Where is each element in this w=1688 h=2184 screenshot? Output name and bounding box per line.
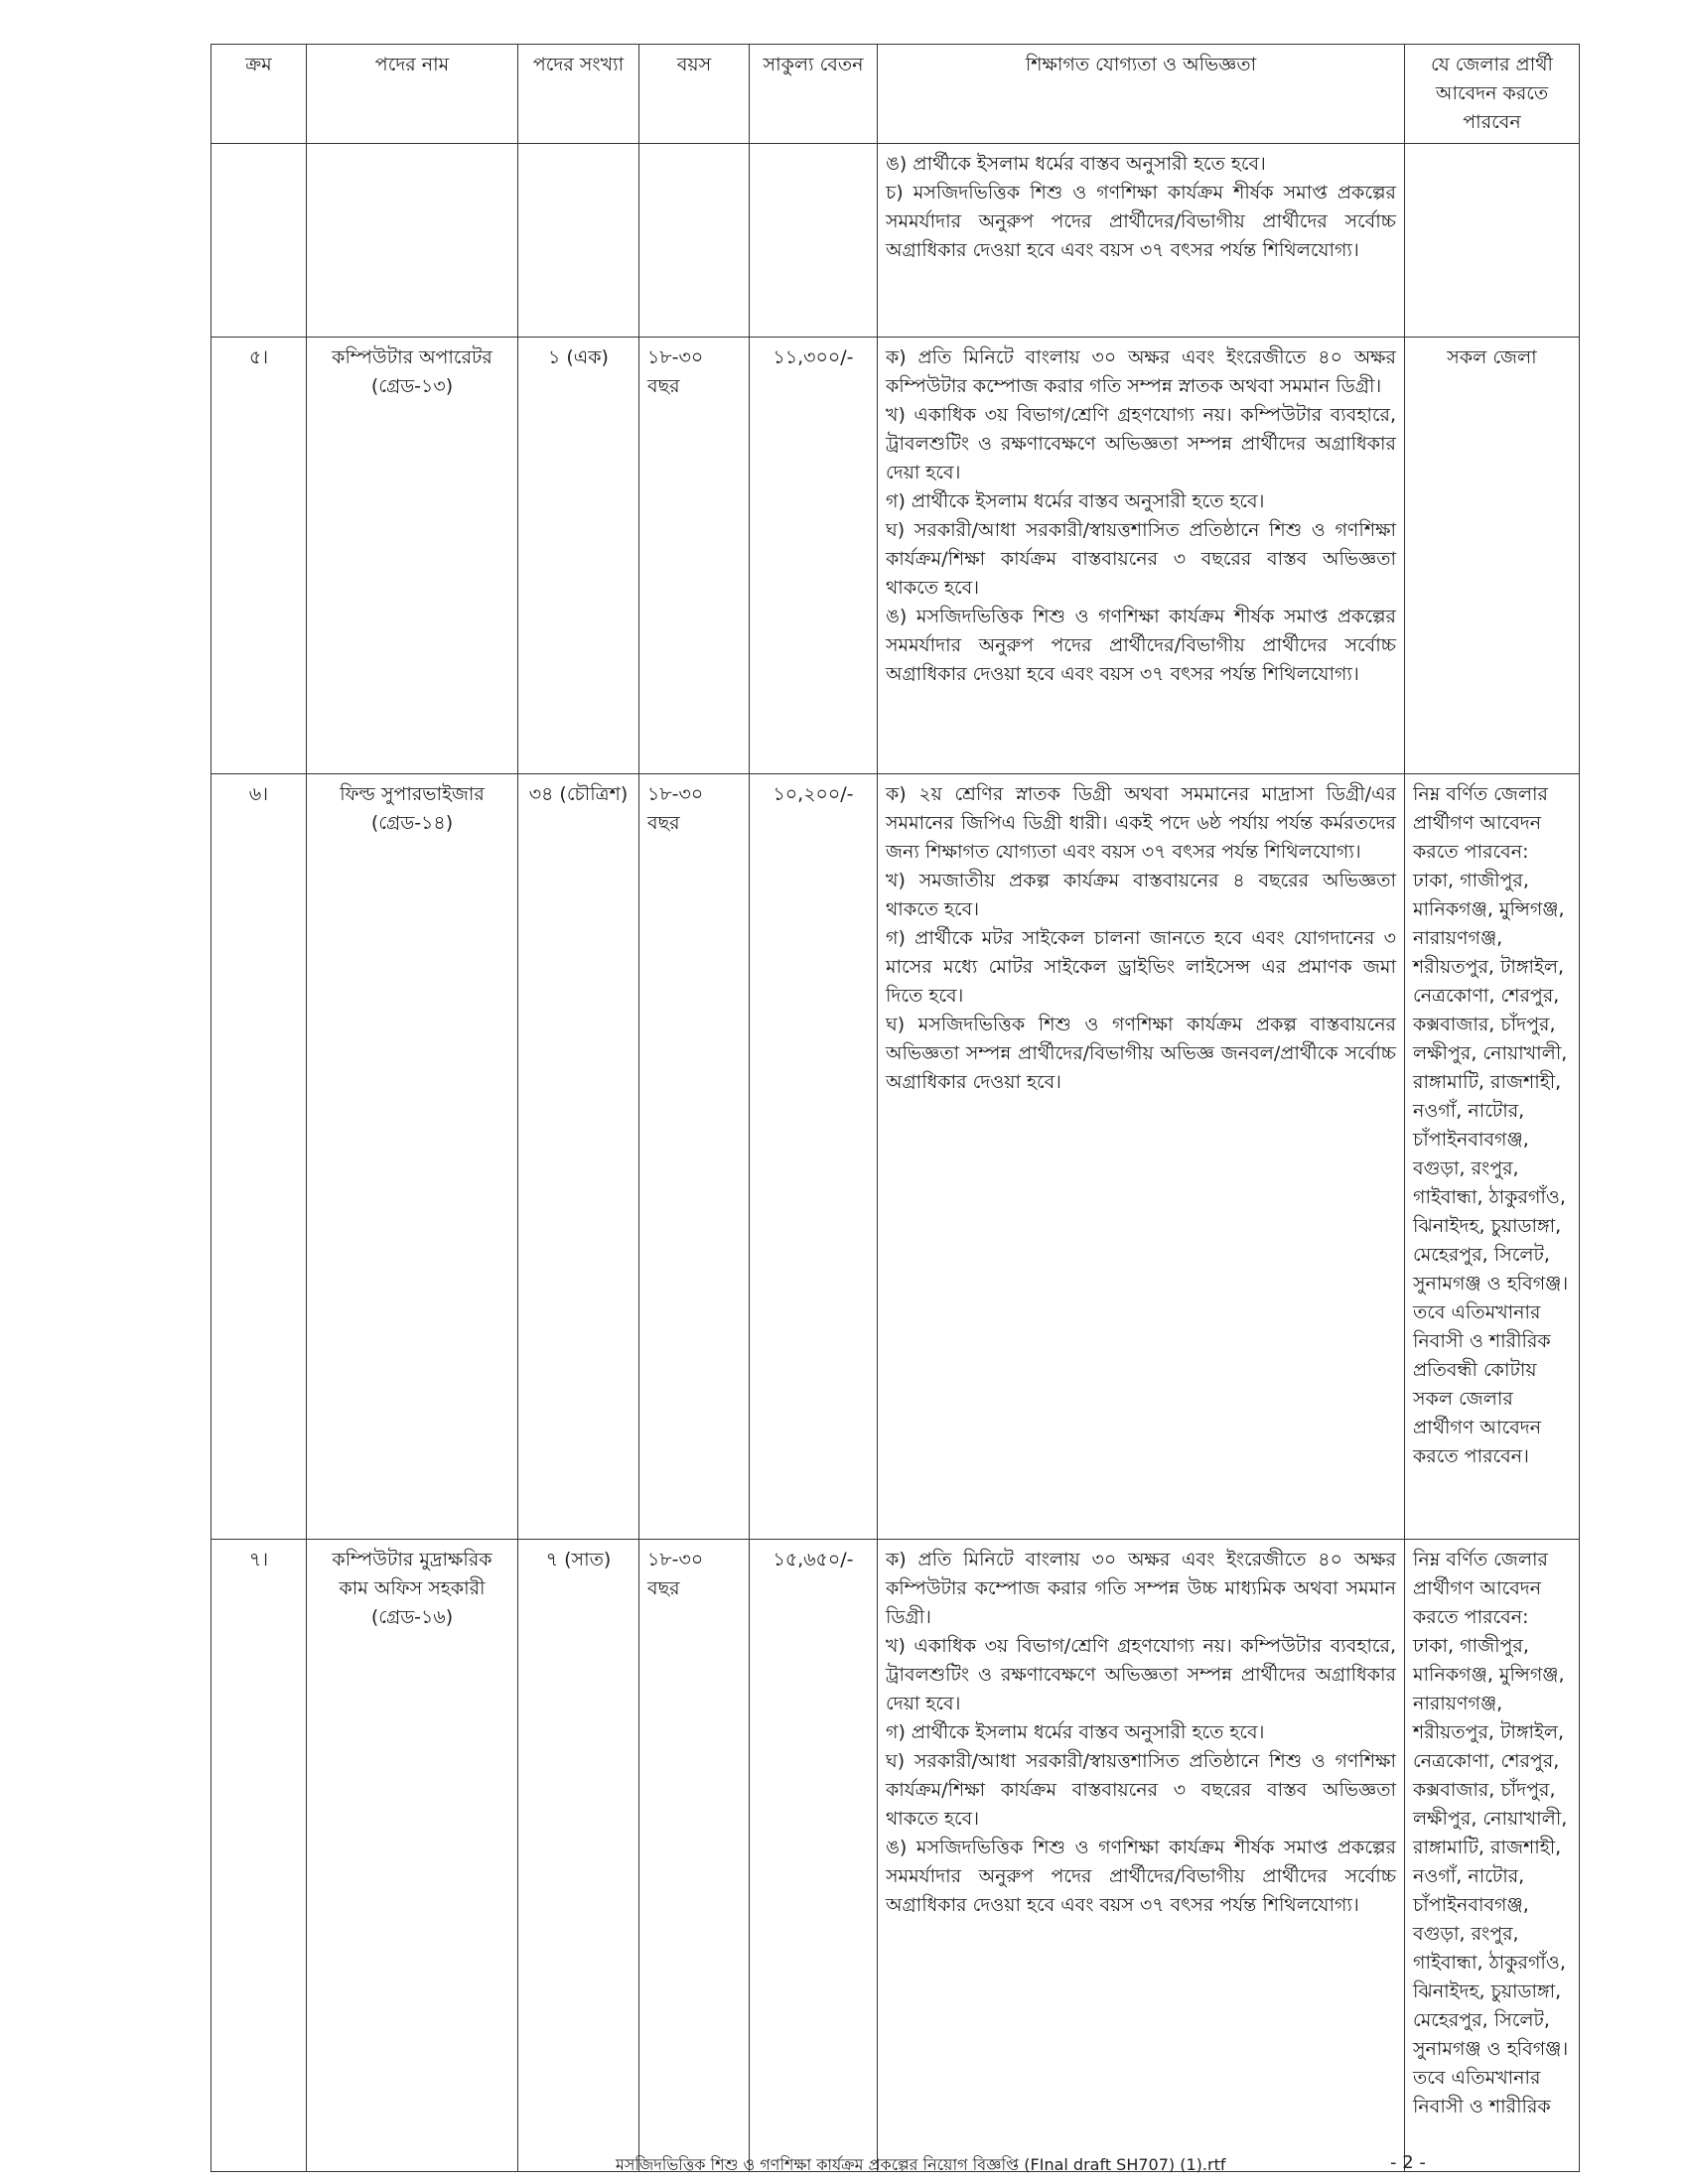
cell-empty: [1405, 144, 1580, 338]
header-salary: সাকুল্য বেতন: [750, 45, 878, 144]
cell-empty: [307, 144, 518, 338]
qualification-item: খ) সমজাতীয় প্রকল্প কার্যক্রম বাস্তবায়নের ৪ বছরের অভিজ্ঞতা থাকতে হবে।: [886, 870, 1396, 920]
page-number: - 2 -: [1390, 2152, 1426, 2173]
cell-post-name: কম্পিউটার অপারেটর (গ্রেড-১৩): [307, 338, 518, 774]
table-header-row: [211, 45, 1580, 144]
qualification-item: খ) একাধিক ৩য় বিভাগ/শ্রেণি গ্রহণযোগ্য নয়। কম্পিউটার ব্যবহারে, ট্রাবলশুটিং ও রক্ষণাবেক্ষণে অভিজ্ঞতা সম্পন্ন প্রার্থীদের অগ্রাধিকার দেয়া হবে।: [886, 1635, 1396, 1714]
cell-serial: ৭।: [211, 1540, 307, 2172]
header-serial: ক্রম: [211, 45, 307, 144]
cell-salary: ১৫,৬৫০/-: [750, 1540, 878, 2172]
cell-qualification: [878, 1540, 1405, 2172]
footer-file-name: মসজিদভিত্তিক শিশু ও গণশিক্ষা কার্যক্রম প্রকল্পের নিয়োগ বিজ্ঞপ্তি (FInal draft SH707) (1).rtf: [616, 2155, 1226, 2174]
qualification-item: ঘ) সরকারী/আধা সরকারী/স্বায়ত্তশাসিত প্রতিষ্ঠানে শিশু ও গণশিক্ষা কার্যক্রম/শিক্ষা কার্যক্রম বাস্তবায়নের ৩ বছরের বাস্তব অভিজ্ঞতা থাকতে হবে।: [886, 1750, 1396, 1830]
cell-post-count: ৭ (সাত): [518, 1540, 639, 2172]
district-note: তবে এতিমখানার নিবাসী ও শারীরিক: [1413, 2067, 1551, 2117]
cell-qualification: [878, 774, 1405, 1540]
cell-salary: ১১,৩০০/-: [750, 338, 878, 774]
district-note: তবে এতিমখানার নিবাসী ও শারীরিক প্রতিবন্ধী কোটায় সকল জেলার প্রার্থীগণ আবেদন করতে পারবেন।: [1413, 1301, 1551, 1467]
qualification-item: ক) প্রতি মিনিটে বাংলায় ৩০ অক্ষর এবং ইংরেজীতে ৪০ অক্ষর কম্পিউটার কম্পোজ করার গতি সম্পন্ন উচ্চ মাধ্যমিক অথবা সমমান ডিগ্রী।: [886, 1549, 1396, 1628]
table-row-continuation: [211, 144, 1580, 338]
table-row: [211, 1540, 1580, 2172]
cell-empty: [639, 144, 750, 338]
qualification-item: ক) প্রতি মিনিটে বাংলায় ৩০ অক্ষর এবং ইংরেজীতে ৪০ অক্ষর কম্পিউটার কম্পোজ করার গতি সম্পন্ন স্নাতক অথবা সমমান ডিগ্রী।: [886, 346, 1396, 397]
qualification-item: খ) একাধিক ৩য় বিভাগ/শ্রেণি গ্রহণযোগ্য নয়। কম্পিউটার ব্যবহারে, ট্রাবলশুটিং ও রক্ষণাবেক্ষণে অভিজ্ঞতা সম্পন্ন প্রার্থীদের অগ্রাধিকার দেয়া হবে।: [886, 404, 1396, 483]
cell-age: ১৮-৩০ বছর: [639, 1540, 750, 2172]
cell-post-name: কম্পিউটার মুদ্রাক্ষরিক কাম অফিস সহকারী (গ্রেড-১৬): [307, 1540, 518, 2172]
qualification-item: ঘ) সরকারী/আধা সরকারী/স্বায়ত্তশাসিত প্রতিষ্ঠানে শিশু ও গণশিক্ষা কার্যক্রম/শিক্ষা কার্যক্রম বাস্তবায়নের ৩ বছরের বাস্তব অভিজ্ঞতা থাকতে হবে।: [886, 519, 1396, 599]
table-row: [211, 338, 1580, 774]
qualification-item: ঙ) মসজিদভিত্তিক শিশু ও গণশিক্ষা কার্যক্রম শীর্ষক সমাপ্ত প্রকল্পের সমমর্যাদার অনুরুপ পদের প্রার্থীদের/বিভাগীয় প্রার্থীদের সর্বোচ্চ অগ্রাধিকার দেওয়া হবে এবং বয়স ৩৭ বৎসর পর্যন্ত শিথিলযোগ্য।: [886, 1837, 1396, 1916]
header-qualification: শিক্ষাগত যোগ্যতা ও অভিজ্ঞতা: [878, 45, 1405, 144]
table-row: [211, 774, 1580, 1540]
header-age: বয়স: [639, 45, 750, 144]
district-intro: নিম্ন বর্ণিত জেলার প্রার্থীগণ আবেদন করতে পারবেন:: [1413, 783, 1548, 863]
cell-empty: [518, 144, 639, 338]
district-list: ঢাকা, গাজীপুর, মানিকগঞ্জ, মুন্সিগঞ্জ, নারায়ণগঞ্জ, শরীয়তপুর, টাঙ্গাইল, নেত্রকোণা, শেরপুর, কক্সবাজার, চাঁদপুর, লক্ষীপুর, নোয়াখালী, রাঙ্গামাটি, রাজশাহী, নওগাঁ, নাটোর, চাঁপাইনবাবগঞ্জ, বগুড়া, রংপুর, গাইবান্ধা, ঠাকুরগাঁও, ঝিনাইদহ, চুয়াডাঙ্গা, মেহেরপুর, সিলেট, সুনামগঞ্জ ও হবিগঞ্জ।: [1413, 1635, 1569, 2060]
qualification-item: ঘ) মসজিদভিত্তিক শিশু ও গণশিক্ষা কার্যক্রম প্রকল্প বাস্তবায়নের অভিজ্ঞতা সম্পন্ন প্রার্থীদের/বিভাগীয় অভিজ্ঞ জনবল/প্রার্থীকে সর্বোচ্চ অগ্রাধিকার দেওয়া হবে।: [886, 1014, 1396, 1093]
qualification-item: গ) প্রার্থীকে ইসলাম ধর্মের বাস্তব অনুসারী হতে হবে।: [886, 1721, 1265, 1743]
cell-qualification: [878, 144, 1405, 338]
header-post-count: পদের সংখ্যা: [518, 45, 639, 144]
district-list: ঢাকা, গাজীপুর, মানিকগঞ্জ, মুন্সিগঞ্জ, নারায়ণগঞ্জ, শরীয়তপুর, টাঙ্গাইল, নেত্রকোণা, শেরপুর, কক্সবাজার, চাঁদপুর, লক্ষীপুর, নোয়াখালী, রাঙ্গামাটি, রাজশাহী, নওগাঁ, নাটোর, চাঁপাইনবাবগঞ্জ, বগুড়া, রংপুর, গাইবান্ধা, ঠাকুরগাঁও, ঝিনাইদহ, চুয়াডাঙ্গা, মেহেরপুর, সিলেট, সুনামগঞ্জ ও হবিগঞ্জ।: [1413, 870, 1569, 1295]
cell-qualification: [878, 338, 1405, 774]
cell-serial: ৫।: [211, 338, 307, 774]
qualification-item: ঙ) মসজিদভিত্তিক শিশু ও গণশিক্ষা কার্যক্রম শীর্ষক সমাপ্ত প্রকল্পের সমমর্যাদার অনুরুপ পদের প্রার্থীদের/বিভাগীয় প্রার্থীদের সর্বোচ্চ অগ্রাধিকার দেওয়া হবে এবং বয়স ৩৭ বৎসর পর্যন্ত শিথিলযোগ্য।: [886, 606, 1396, 685]
cell-post-count: ৩৪ (চৌত্রিশ): [518, 774, 639, 1540]
cell-age: ১৮-৩০ বছর: [639, 338, 750, 774]
cell-district: [1405, 774, 1580, 1540]
recruitment-table: [211, 44, 1580, 2172]
qualification-item: ঙ) প্রার্থীকে ইসলাম ধর্মের বাস্তব অনুসারী হতে হবে।: [886, 153, 1266, 175]
district-text: সকল জেলা: [1447, 346, 1537, 368]
cell-district: [1405, 338, 1580, 774]
cell-district: [1405, 1540, 1580, 2172]
cell-empty: [750, 144, 878, 338]
qualification-item: গ) প্রার্থীকে ইসলাম ধর্মের বাস্তব অনুসারী হতে হবে।: [886, 490, 1265, 512]
header-post-name: পদের নাম: [307, 45, 518, 144]
qualification-item: চ) মসজিদভিত্তিক শিশু ও গণশিক্ষা কার্যক্রম শীর্ষক সমাপ্ত প্রকল্পের সমমর্যাদার অনুরুপ পদের প্রার্থীদের/বিভাগীয় প্রার্থীদের সর্বোচ্চ অগ্রাধিকার দেওয়া হবে এবং বয়স ৩৭ বৎসর পর্যন্ত শিথিলযোগ্য।: [886, 182, 1396, 261]
district-intro: নিম্ন বর্ণিত জেলার প্রার্থীগণ আবেদন করতে পারবেন:: [1413, 1549, 1548, 1628]
qualification-item: গ) প্রার্থীকে মটর সাইকেল চালনা জানতে হবে এবং যোগদানের ৩ মাসের মধ্যে মোটর সাইকেল ড্রাইভিং লাইসেন্স এর প্রমাণক জমা দিতে হবে।: [886, 927, 1396, 1007]
cell-age: ১৮-৩০ বছর: [639, 774, 750, 1540]
cell-post-count: ১ (এক): [518, 338, 639, 774]
cell-empty: [211, 144, 307, 338]
cell-salary: ১০,২০০/-: [750, 774, 878, 1540]
cell-serial: ৬।: [211, 774, 307, 1540]
header-district: যে জেলার প্রার্থী আবেদন করতে পারবেন: [1405, 45, 1580, 144]
cell-post-name: ফিল্ড সুপারভাইজার (গ্রেড-১৪): [307, 774, 518, 1540]
qualification-item: ক) ২য় শ্রেণির স্নাতক ডিগ্রী অথবা সমমানের মাদ্রাসা ডিগ্রী/এর সমমানের জিপিএ ডিগ্রী ধারী। একই পদে ৬ষ্ঠ পর্যায় পর্যন্ত কর্মরতদের জন্য শিক্ষাগত যোগ্যতা এবং বয়স ৩৭ বৎসর পর্যন্ত শিথিলযোগ্য।: [886, 783, 1396, 863]
